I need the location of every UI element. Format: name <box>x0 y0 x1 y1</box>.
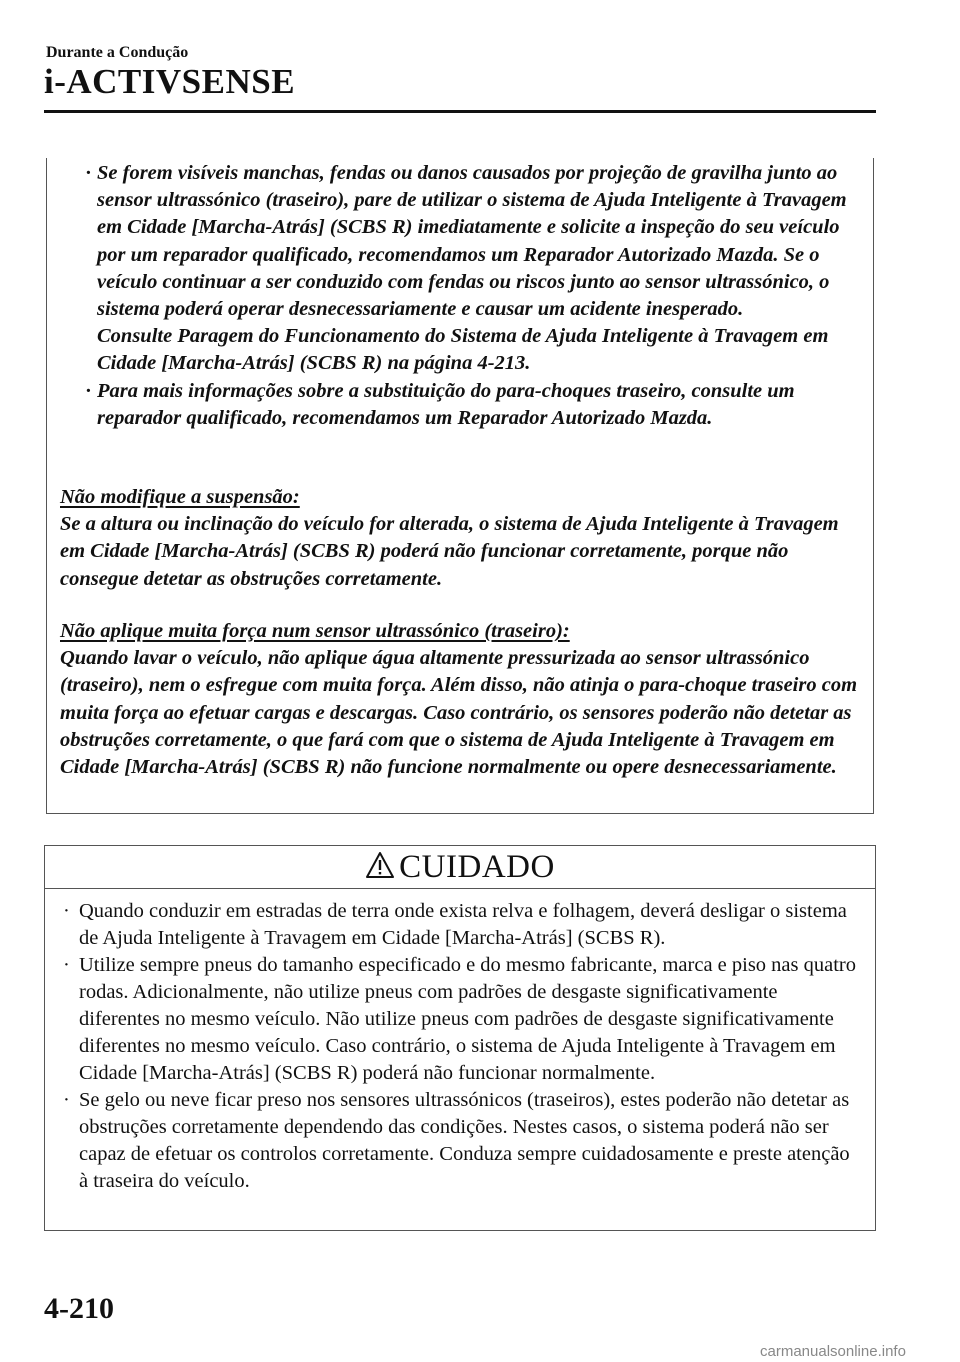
warning-bullet-item <box>47 378 855 432</box>
warning-triangle-icon <box>365 851 395 884</box>
warning-bullet-list <box>47 160 855 432</box>
warning-bullet-text: Se forem visíveis manchas, fendas ou danos causados por projeção de gravilha junto ao sensor ultrassónico (traseiro), pare de utilizar o sistema de Ajuda Inteligente à Travagem em Cidade [Marcha-Atrás] (SCBS R) imediatamente e solicite a inspeção do seu veículo por um reparador qualificado, recomendamos um Reparador Autorizado Mazda. Se o veículo continuar a ser conduzido com fendas ou riscos junto ao sensor ultrassónico, o sistema poderá operar desnecessariamente e causar um acidente inesperado. <box>97 162 847 321</box>
suspension-text: Se a altura ou inclinação do veículo for alterada, o sistema de Ajuda Inteligente à Travagem em Cidade [Marcha-Atrás] (SCBS R) poderá não funcionar corretamente, porque não consegue detetar as obstruções corretamente. <box>60 513 839 590</box>
sensor-force-text: Quando lavar o veículo, não aplique água altamente pressurizada ao sensor ultrassónico (traseiro), nem o esfregue com muita força. Além disso, não atinja o para-choque traseiro com muita força ao efetuar cargas e descargas. Caso contrário, os sensores poderão não detetar as obstruções corretamente, o que fará com que o sistema de Ajuda Inteligente à Travagem em Cidade [Marcha-Atrás] (SCBS R) não funcione normalmente ou opere desnecessariamente. <box>60 647 858 779</box>
page-number: 4-210 <box>44 1292 114 1325</box>
section-label: Durante a Condução <box>46 44 189 61</box>
suspension-heading: Não modifique a suspensão: <box>60 486 300 508</box>
caution-box <box>44 845 876 1231</box>
watermark: carmanualsonline.info <box>760 1343 906 1360</box>
caution-title: CUIDADO <box>399 848 555 885</box>
caution-header <box>45 846 875 889</box>
caution-list <box>45 898 859 1195</box>
page-title: i-ACTIVSENSE <box>44 62 296 101</box>
warning-bullet-text: Para mais informações sobre a substituição do para-choques traseiro, consulte um reparador qualificado, recomendamos um Reparador Autorizado Mazda. <box>97 379 795 429</box>
warning-bullet-item <box>47 160 855 378</box>
caution-item: · Quando conduzir em estradas de terra onde exista relva e folhagem, deverá desligar o sistema de Ajuda Inteligente à Travagem em Cidade [Marcha-Atrás] (SCBS R). <box>45 898 859 952</box>
caution-item: · Se gelo ou neve ficar preso nos sensores ultrassónicos (traseiros), estes poderão não detetar as obstruções corretamente dependendo das condições. Nestes casos, o sistema poderá não ser capaz de efetuar os controlos corretamente. Conduza sempre cuidadosamente e preste atenção à traseira do veículo. <box>45 1087 859 1195</box>
suspension-paragraph <box>60 484 860 593</box>
caution-item: · Utilize sempre pneus do tamanho especificado e do mesmo fabricante, marca e piso nas quatro rodas. Adicionalmente, não utilize pneus com padrões de desgaste significativamente diferentes no mesmo veículo. Não utilize pneus com padrões de desgaste significativamente diferentes no mesmo veículo. Caso contrário, o sistema de Ajuda Inteligente à Travagem em Cidade [Marcha-Atrás] (SCBS R) poderá não funcionar normalmente. <box>45 952 859 1087</box>
warning-box <box>46 158 874 814</box>
page-reference-text: Consulte Paragem do Funcionamento do Sistema de Ajuda Inteligente à Travagem em Cidade [Marcha-Atrás] (SCBS R) na página 4-213. <box>97 325 829 375</box>
header-rule <box>44 110 876 113</box>
sensor-force-heading: Não aplique muita força num sensor ultrassónico (traseiro): <box>60 620 570 642</box>
sensor-force-paragraph <box>60 618 860 781</box>
